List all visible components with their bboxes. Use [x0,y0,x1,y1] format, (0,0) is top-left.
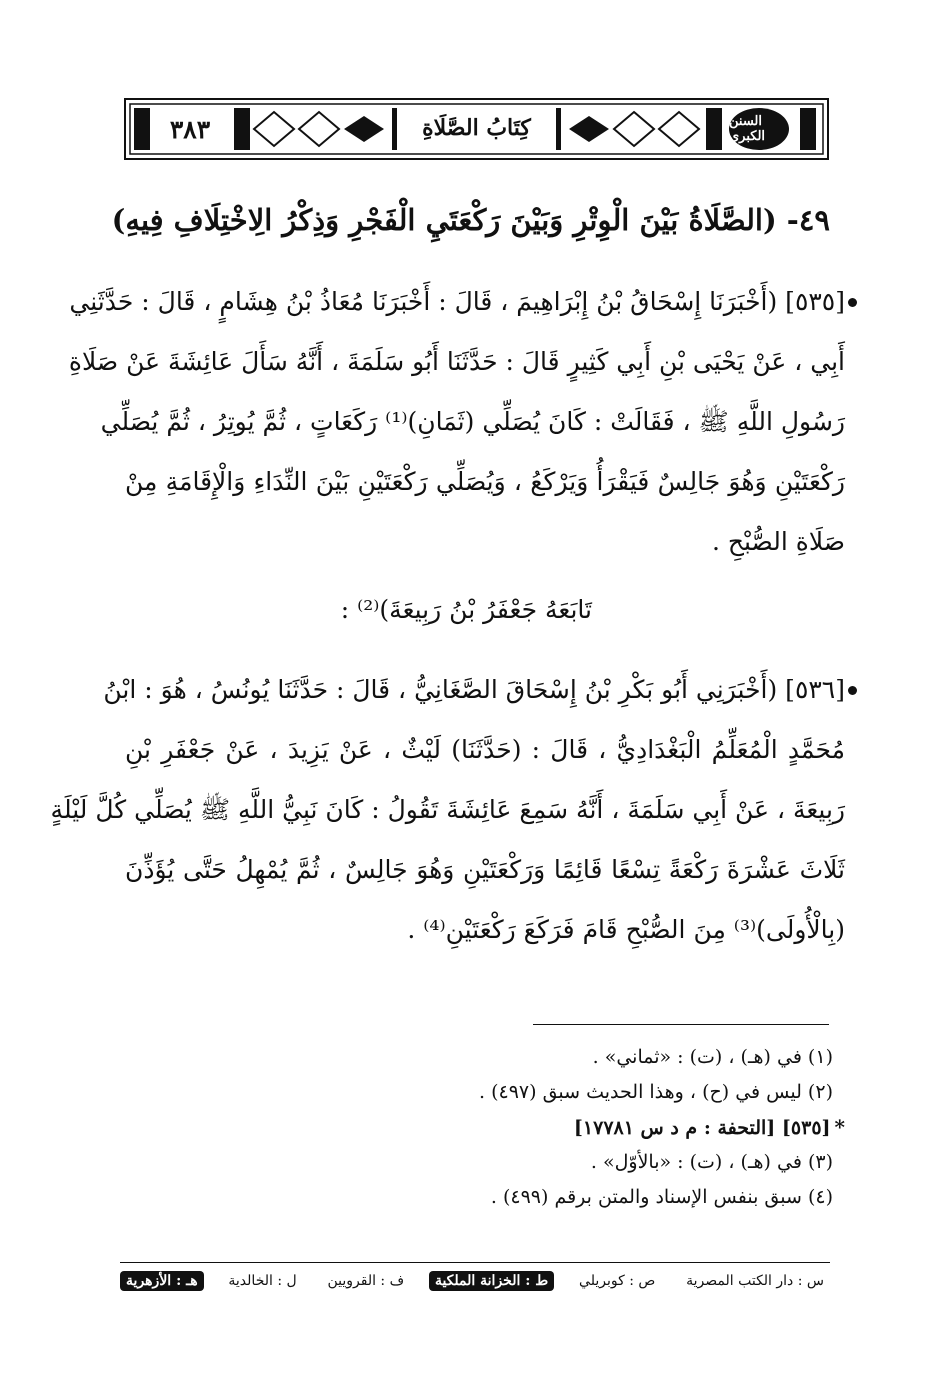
source-fa: ف : القرويين [327,1273,405,1289]
footnote-1: (١) في (هـ) ، (ت) : «ثماني» . [592,1046,833,1068]
mutaba-note: تَابَعَهُ جَعْفَرُ بْنُ رَبِيعَةَ)⁽²⁾ : [340,595,592,624]
footnote-separator [533,1024,829,1025]
source-ha: هـ : الأزهرية [120,1271,204,1291]
tuhfa-text: [٥٣٥] [التحفة : م د س ١٧٧٨١] [573,1117,831,1139]
hadith-line: (بِالْأُولَى)⁽³⁾ مِنَ الصُّبْحِ قَامَ فَرَكَعَ رَكْعَتَيْنِ⁽⁴⁾ . [407,915,845,944]
source-s: س : دار الكتب المصرية [686,1273,824,1289]
source-lam: ل : الخالدية [228,1273,297,1289]
page-header-banner [124,98,829,160]
footnote-3: (٣) في (هـ) ، (ت) : «بالأوّل» . [590,1151,833,1173]
tuhfa-reference [125,1110,845,1145]
hadith-line: مُحَمَّدٍ الْمُعَلِّمُ الْبَغْدَادِيُّ ، قَالَ : (حَدَّثَنَا) لَيْثٌ ، عَنْ يَزِيدَ ، عَنْ جَعْفَرِ بْنِ [125,735,845,764]
hadith-line: ثَلَاثَ عَشْرَةَ رَكْعَةً تِسْعًا قَائِمًا وَرَكْعَتَيْنِ وَهُوَ جَالِسٌ ، ثُمَّ يُمْهِلُ حَتَّى يُؤَذِّنَ [125,855,845,884]
source-ta: ط : الخزانة الملكية [429,1271,554,1291]
footnote-4: (٤) سبق بنفس الإسناد والمتن برقم (٤٩٩) . [490,1186,833,1208]
hadith-line: [٥٣٦] (أَخْبَرَنِي أَبُو بَكْرِ بْنُ إِسْحَاقَ الصَّغَانِيُّ ، قَالَ : حَدَّثَنَا يُونُسُ ، هُوَ : ابْنُ [103,675,845,704]
chapter-title: ٤٩- (الصَّلَاةُ بَيْنَ الْوِتْرِ وَبَيْنَ رَكْعَتَيِ الْفَجْرِ وَذِكْرُ الِاخْتِلَافِ فِيهِ) [111,203,830,237]
footnote-2: (٢) ليس في (ح) ، وهذا الحديث سبق (٤٩٧) . [479,1081,833,1103]
star-icon: * [834,1115,845,1139]
hadith-line: [٥٣٥] (أَخْبَرَنَا إِسْحَاقُ بْنُ إِبْرَاهِيمَ ، قَالَ : أَخْبَرَنَا مُعَاذُ بْنُ هِشَامٍ ، قَالَ : حَدَّثَنِي [69,287,845,316]
hadith-line: رَسُولِ اللَّهِ ﷺ ، فَقَالَتْ : كَانَ يُصَلِّي (ثَمَانِ)⁽¹⁾ رَكَعَاتٍ ، ثُمَّ يُوتِرُ ، ثُمَّ يُصَلِّي [100,407,845,436]
footnotes [125,1040,845,1215]
hadith-line: رَكْعَتَيْنِ وَهُوَ جَالِسٌ فَيَقْرَأُ وَيَرْكَعُ ، وَيُصَلِّي رَكْعَتَيْنِ بَيْنَ النِّدَاءِ وَالْإِقَامَةِ مِنْ [125,467,845,496]
hadith-535 [68,272,845,572]
sources-separator [120,1262,830,1263]
manuscript-sources [120,1266,830,1296]
book-title: كِتَابُ الصَّلَاةِ [422,115,531,141]
hadith-line: رَبِيعَةَ ، عَنْ أَبِي سَلَمَةَ ، أَنَّهُ سَمِعَ عَائِشَةَ تَقُولُ : كَانَ نَبِيُّ اللَّهِ ﷺ يُصَلِّي كُلَّ لَيْلَةٍ [50,795,845,824]
hadith-line: صَلَاةِ الصُّبْحِ . [711,527,845,556]
bullet-icon [848,298,857,307]
bullet-icon [848,686,857,695]
hadith-536 [50,660,845,960]
page-number: ٣٨٣ [169,114,211,144]
publisher-logo: السنن الكبرى [729,108,789,150]
source-sad: ص : كوبريلي [579,1273,656,1289]
hadith-line: أَبِي ، عَنْ يَحْيَى بْنِ أَبِي كَثِيرٍ قَالَ : حَدَّثَنَا أَبُو سَلَمَةَ ، أَنَّهُ سَأَلَ عَائِشَةَ عَنْ صَلَاةِ [68,347,845,376]
